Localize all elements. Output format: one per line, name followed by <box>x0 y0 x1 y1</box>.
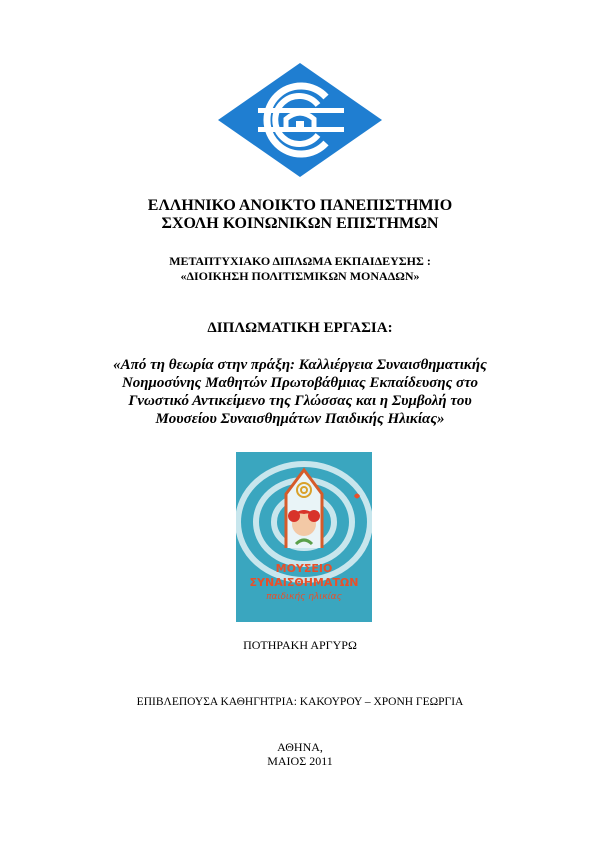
poster-title-line: ΣΥΝΑΙΣΘΗΜΑΤΩΝ <box>249 576 359 589</box>
date: ΜΑΙΟΣ 2011 <box>267 754 333 768</box>
poster-title-line: ΜΟΥΣΕΙΟ <box>275 562 333 575</box>
university-heading <box>0 197 600 233</box>
document-type: ΔΙΠΛΩΜΑΤΙΚΗ ΕΡΓΑΣΙΑ: <box>207 320 393 336</box>
thesis-title-line: Νοημοσύνης Μαθητών Πρωτοβάθμιας Εκπαίδευσης στο <box>121 375 479 391</box>
program-name: «ΔΙΟΙΚΗΣΗ ΠΟΛΙΤΙΣΜΙΚΩΝ ΜΟΝΑΔΩΝ» <box>180 269 420 283</box>
thesis-title-line: Μουσείου Συναισθημάτων Παιδικής Ηλικίας» <box>155 411 445 427</box>
thesis-title-line: Γνωστικό Αντικείμενο της Γλώσσας και η Συμβολή του <box>128 393 472 409</box>
place-date <box>0 740 600 768</box>
poster-subtitle: παιδικής ηλικίας <box>266 592 342 602</box>
university-name: ΕΛΛΗΝΙΚΟ ΑΝΟΙΚΤΟ ΠΑΝΕΠΙΣΤΗΜΙΟ <box>147 197 453 214</box>
museum-poster-icon <box>236 452 372 622</box>
thesis-title <box>0 356 600 428</box>
supervisor-line: ΕΠΙΒΛΕΠΟΥΣΑ ΚΑΘΗΓΗΤΡΙΑ: ΚΑΚΟΥΡΟΥ – ΧΡΟΝΗ ΓΕΩΡΓΙΑ <box>136 696 464 708</box>
city: ΑΘΗΝΑ, <box>277 740 323 754</box>
university-logo-icon <box>218 63 382 177</box>
author-name: ΠΟΤΗΡΑΚΗ ΑΡΓΥΡΩ <box>243 638 357 652</box>
program-degree: ΜΕΤΑΠΤΥΧΙΑΚΟ ΔΙΠΛΩΜΑ ΕΚΠΑΙΔΕΥΣΗΣ : <box>169 254 431 268</box>
program-heading <box>0 254 600 284</box>
thesis-title-line: «Από τη θεωρία στην πράξη: Καλλιέργεια Συναισθηματικής <box>113 357 487 373</box>
school-name: ΣΧΟΛΗ ΚΟΙΝΩΝΙΚΩΝ ΕΠΙΣΤΗΜΩΝ <box>161 215 439 232</box>
